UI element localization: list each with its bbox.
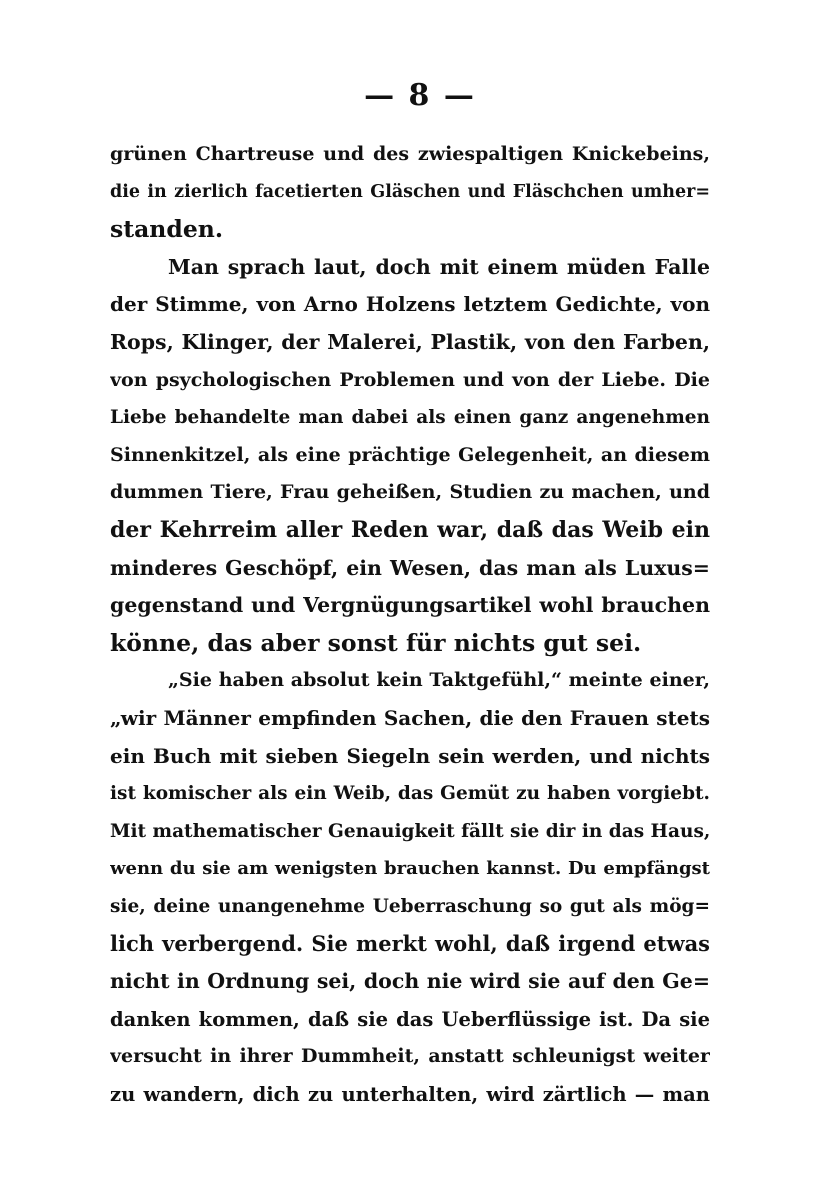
text-line: ein Buch mit sieben Siegeln sein werden, und nichts [110,743,710,768]
text-line: die in zierlich facetierten Gläschen und Fläschchen umher= [110,181,710,202]
text-line: der Stimme, von Arno Holzens letztem Gedichte, von [110,292,710,317]
text-line: dummen Tiere, Frau geheißen, Studien zu machen, und [110,481,710,504]
text-line: minderes Geschöpf, ein Wesen, das man als Luxus= [110,555,710,580]
page-number: — 8 — [364,78,476,113]
text-line: nicht in Ordnung sei, doch nie wird sie auf den Ge= [110,969,710,994]
text-line: „Sie haben absolut kein Taktgefühl,“ meinte einer, [168,669,710,692]
body-text [110,136,710,1113]
text-line: standen. [110,215,224,244]
text-line: Mit mathematischer Genauigkeit fällt sie dir in das Haus, [110,820,710,842]
text-line: sie, deine unangenehme Ueberraschung so gut als mög= [110,895,710,917]
text-line: gegenstand und Vergnügungsartikel wohl brauchen [110,593,710,618]
text-line: Liebe behandelte man dabei als einen ganz angenehmen [110,407,710,429]
text-line: der Kehrreim aller Reden war, daß das Weib ein [110,516,710,543]
text-line: ist komischer als ein Weib, das Gemüt zu haben vorgiebt. [110,783,710,805]
text-line: versucht in ihrer Dummheit, anstatt schleunigst weiter [110,1045,710,1068]
text-line: grünen Chartreuse und des zwiespaltigen Knickebeins, [110,143,710,165]
text-line: „wir Männer empfinden Sachen, die den Frauen stets [110,705,710,730]
text-line: wenn du sie am wenigsten brauchen kannst. Du empfängst [110,858,710,880]
text-line: von psychologischen Problemen und von der Liebe. Die [110,368,710,391]
text-line: Rops, Klinger, der Malerei, Plastik, von den Farben, [110,329,710,354]
text-line: Sinnenkitzel, als eine prächtige Gelegenheit, an diesem [110,443,710,466]
text-line: lich verbergend. Sie merkt wohl, daß irgend etwas [110,931,710,957]
text-line: Man sprach laut, doch mit einem müden Falle [168,254,710,279]
text-line: zu wandern, dich zu unterhalten, wird zärtlich — man [110,1082,710,1106]
text-line: könne, das aber sonst für nichts gut sei. [110,628,642,657]
text-line: danken kommen, daß sie das Ueberflüssige ist. Da sie [110,1007,710,1031]
